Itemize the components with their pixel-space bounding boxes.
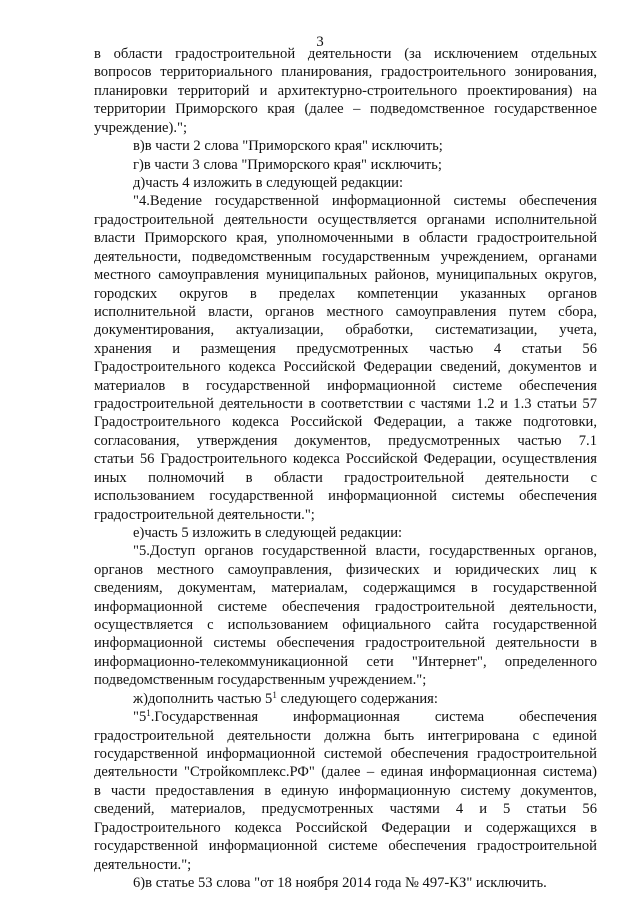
line-text: Градостроительного кодекса Российской Федерации, а также подготовки, [94,414,597,431]
line-text: материалов в государственной информационной системе обеспечения [94,377,597,394]
line-text: государственной информационной системе обеспечения градостроительной [94,838,597,855]
line-text: в области градостроительной деятельности (за исключением отдельных [94,46,597,62]
line-text: деятельности."; [94,856,192,873]
text-line [133,174,597,192]
text-line [94,819,597,837]
line-text: органов местного самоуправления, физических и юридических лиц к [94,561,597,578]
line-text: местного самоуправления муниципальных районов, муниципальных округов, [94,267,597,283]
text-line [133,524,597,542]
line-text: ж)дополнить частью 5 [133,690,273,707]
text-line [94,285,597,303]
line-text: Градостроительного кодекса Российской Федерации сведений, документов и [94,359,597,376]
line-text: городских округов в пределах компетенции указанных органов [94,285,597,302]
text-line [94,413,597,431]
superscript: 1 [272,689,277,700]
text-line [133,137,597,155]
text-line [94,321,597,339]
line-text: планировки территорий и архитектурно-строительного проектирования) на [94,82,597,99]
text-line [133,690,597,708]
line-text: информационной системе обеспечения градостроительной деятельности, [94,598,597,615]
text-line [94,100,597,118]
line-text: государственной информационной системой обеспечения градостроительной [94,746,597,762]
text-line [94,579,597,597]
text-line [94,634,597,652]
line-text: согласования, утверждения документов, предусмотренных частью 7.1 [94,432,597,449]
text-line [133,192,597,210]
text-line [94,82,597,100]
line-text: в части предоставления в единую информационную систему документов, [94,782,597,799]
line-text: информационно-телекоммуникационной сети "Интернет", определенного [94,653,597,670]
text-line [94,395,597,413]
line-text: подведомственным государственным учреждением."; [94,672,427,689]
text-line [94,303,597,321]
text-line [133,708,597,726]
text-line [133,156,597,174]
line-text: вопросов территориального планирования, градостроительного зонирования, [94,64,597,81]
text-line [133,542,597,560]
text-line [94,340,597,358]
text-line [94,377,597,395]
line-text: "5.Доступ органов государственной власти, государственных органов, [133,543,597,560]
line-text: сведениям, документам, материалам, содержащимся в государственной [94,580,597,597]
text-line [94,450,597,468]
line-text: е)часть 5 изложить в следующей редакции: [133,524,403,541]
text-line [94,266,597,284]
text-line [94,63,597,81]
line-text: исполнительной власти, органов местного самоуправления путем сбора, [94,303,597,320]
line-text: информационной системы обеспечения градостроительной деятельности в [94,635,597,652]
line-text: хранения и размещения предусмотренных частью 4 статьи 56 [94,340,597,357]
line-text: градостроительной деятельности."; [94,506,315,523]
line-text: градостроительной деятельности в соответствии с частями 1.2 и 1.3 статьи 57 [94,396,597,412]
text-line [94,800,597,818]
text-line [94,248,597,266]
line-text: власти Приморского края, уполномоченными в области градостроительной [94,230,597,247]
text-line [94,671,597,689]
text-line [133,874,597,892]
superscript: 1 [146,708,151,719]
line-text: г)в части 3 слова "Приморского края" исключить; [133,156,442,173]
line-text: деятельности "Стройкомплекс.РФ" (далее – единая информационная система) [94,764,597,781]
text-line [94,45,597,63]
line-text: статьи 56 Градостроительного кодекса Российской Федерации, осуществления [94,451,597,468]
text-line [94,837,597,855]
text-line [94,782,597,800]
text-line [94,763,597,781]
text-line [94,745,597,763]
line-text: д)часть 4 изложить в следующей редакции: [133,174,404,191]
text-line [94,727,597,745]
line-text-continued: .Государственная информационная система обеспечения [150,709,597,726]
line-text: использованием государственной информационной системы обеспечения [94,488,597,505]
text-line [94,598,597,616]
line-text: документирования, актуализации, обработки, систематизации, учета, [94,322,597,339]
text-line [94,358,597,376]
text-line [94,432,597,450]
line-text: деятельности, подведомственным государственным учреждением, органами [94,248,597,265]
text-line [94,856,597,874]
text-line [94,119,597,137]
line-text: "4.Ведение государственной информационной системы обеспечения [133,193,597,210]
text-line [94,506,597,524]
text-line [94,561,597,579]
line-text: осуществляется с использованием официального сайта государственной [94,617,597,633]
text-line [94,469,597,487]
line-text: территории Приморского края (далее – подведомственное государственное [94,101,597,118]
line-text: в)в части 2 слова "Приморского края" исключить; [133,138,443,155]
line-text: сведений, материалов, предусмотренных частями 4 и 5 статьи 56 [94,801,597,818]
page-number: 3 [316,34,324,50]
text-line [94,616,597,634]
line-text-continued: следующего содержания: [276,690,438,707]
line-text: градостроительной деятельности должна быть интегрирована с единой [94,727,597,744]
text-line [94,653,597,671]
text-line [94,487,597,505]
text-line [94,211,597,229]
line-text: "5 [133,709,147,726]
line-text: иных полномочий в области градостроительной деятельности с [94,469,597,486]
line-text: учреждение)."; [94,119,188,136]
line-text: Градостроительного кодекса Российской Федерации и содержащихся в [94,819,597,836]
text-line [94,229,597,247]
line-text: градостроительной деятельности осуществляется органами исполнительной [94,211,597,228]
line-text: 6)в статье 53 слова "от 18 ноября 2014 года № 497-КЗ" исключить. [133,874,547,891]
